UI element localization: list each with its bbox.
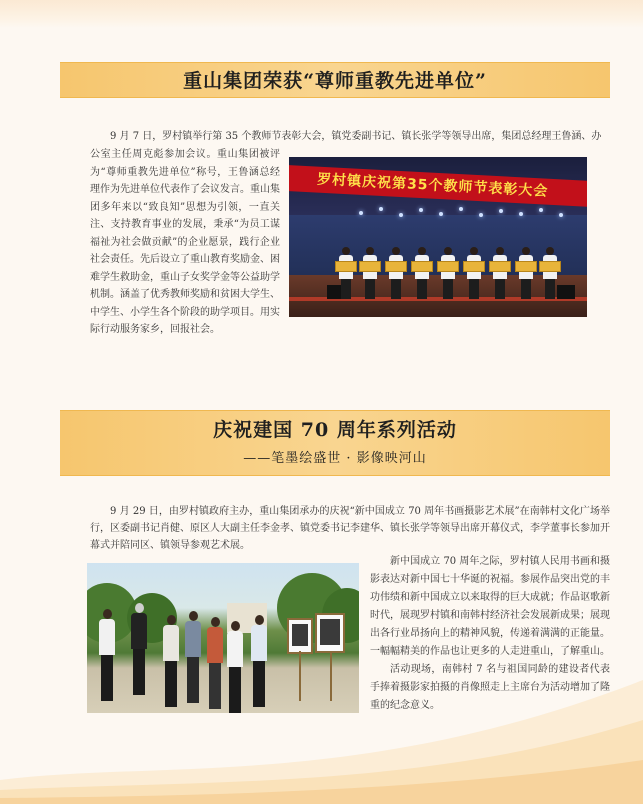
ceremony-banner: 罗村镇庆祝第35个教师节表彰大会 <box>289 165 587 208</box>
section1-title: 重山集团荣获“尊师重教先进单位” <box>60 62 610 98</box>
awardee-figure <box>339 247 353 299</box>
decorative-wave <box>0 640 643 804</box>
awardee-figure <box>363 247 377 299</box>
section2-paragraph-right-1: 新中国成立 70 周年之际，罗村镇人民用书画和摄影表达对新中国七十华诞的祝福。参展作品突出党的丰功伟绩和新中国成立以来取得的巨大成就；作品讴歌新时代，展现罗村镇和南韩村经济社会发展新成果；展现出各行业昂扬向上的精神风貌，传递着满满的正能量。一幅幅精美的作品也让更多的人走进重山，了解重山。 <box>370 556 610 657</box>
awardee-figure <box>467 247 481 299</box>
top-decorative-band <box>0 0 643 28</box>
awardee-figure <box>441 247 455 299</box>
awardee-figure <box>543 247 557 299</box>
teachers-day-ceremony-photo <box>289 157 587 317</box>
section2-paragraph-right-2: 活动现场，南韩村 7 名与祖国同龄的建设者代表手捧着摄影家拍摄的肖像照走上主席台为活动增加了隆重的纪念意义。 <box>370 664 610 711</box>
awardee-figure <box>519 247 533 299</box>
section2-subtitle: ——笔墨绘盛世 · 影像映河山 <box>243 451 427 466</box>
section1-paragraph-top: 9 月 7 日，罗村镇举行第 35 个教师节表彰大会，镇党委副书记、镇长张学等领导出席，集团总经理王鲁涵、办 <box>110 131 602 142</box>
awardee-figure <box>415 247 429 299</box>
speaker-icon <box>557 285 575 299</box>
section2-title-bar <box>60 410 610 476</box>
section1-paragraph-left: 公室主任周克彪参加会议。重山集团被评为“尊师重教先进单位”称号，王鲁涵总经理作为先进单位代表作了会议发言。重山集团多年来以“致良知”思想为引领，一直关注、支持教育事业的发展，秉承“为员工谋福祉为社会做贡献”的企业愿景，践行企业社会责任。先后设立了重山教育奖励金、困难学生救助金，重山子女奖学金等公益助学机制。涵盖了优秀教师奖励和贫困大学生、中学生、小学生各个阶段的助学项目。用实际行动服务家乡，回报社会。 <box>90 149 280 335</box>
awardee-figure <box>493 247 507 299</box>
section2-paragraph-top: 9 月 29 日，由罗村镇政府主办，重山集团承办的庆祝“新中国成立 70 周年书画摄影艺术展”在南韩村文化广场举行，区委副书记肖健、原区人大副主任李金孝、镇党委书记李建华、镇长张学等领导出席开幕仪式，李学董事长参加开幕式并陪同区、镇领导参观艺术展。 <box>90 506 610 551</box>
awardee-figure <box>389 247 403 299</box>
stage-lights <box>359 205 569 225</box>
section2-title: 庆祝建国 70 周年系列活动 <box>213 419 457 441</box>
